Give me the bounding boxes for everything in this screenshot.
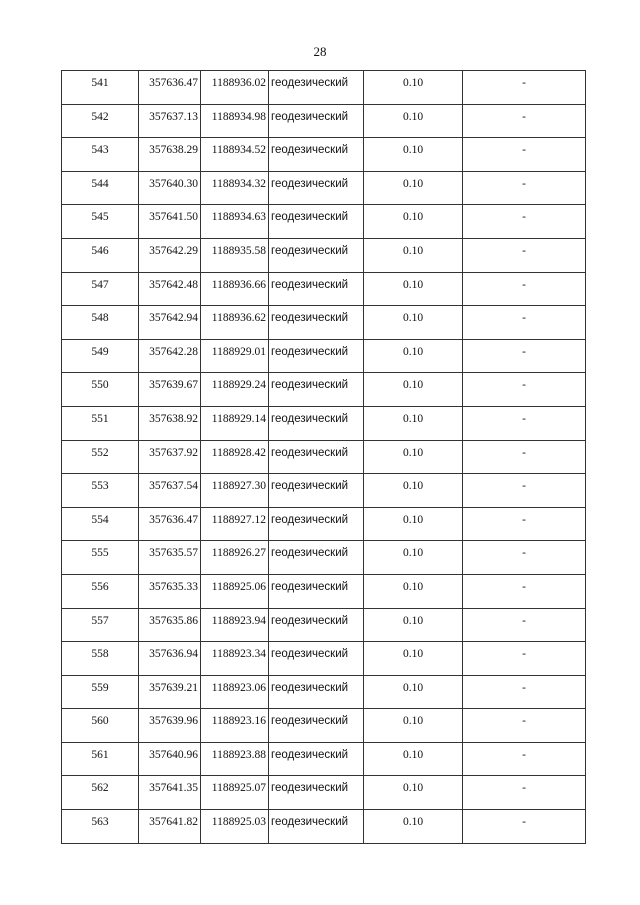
method-cell: геодезический <box>269 71 364 105</box>
note-cell: - <box>463 440 586 474</box>
precision-cell: 0.10 <box>364 339 463 373</box>
note-cell: - <box>463 104 586 138</box>
precision-cell: 0.10 <box>364 709 463 743</box>
table-row <box>62 71 586 105</box>
method-cell: геодезический <box>269 574 364 608</box>
method-cell: геодезический <box>269 642 364 676</box>
point-number-cell: 555 <box>62 541 139 575</box>
point-number-cell: 561 <box>62 742 139 776</box>
method-cell: геодезический <box>269 776 364 810</box>
note-cell: - <box>463 541 586 575</box>
note-cell: - <box>463 272 586 306</box>
point-number-cell: 545 <box>62 205 139 239</box>
method-cell: геодезический <box>269 507 364 541</box>
table-row <box>62 776 586 810</box>
y-coordinate-cell: 1188929.14 <box>201 406 269 440</box>
method-cell: геодезический <box>269 138 364 172</box>
method-cell: геодезический <box>269 373 364 407</box>
point-number-cell: 549 <box>62 339 139 373</box>
point-number-cell: 558 <box>62 642 139 676</box>
point-number-cell: 559 <box>62 675 139 709</box>
y-coordinate-cell: 1188925.07 <box>201 776 269 810</box>
x-coordinate-cell: 357639.96 <box>139 709 201 743</box>
method-cell: геодезический <box>269 272 364 306</box>
precision-cell: 0.10 <box>364 642 463 676</box>
y-coordinate-cell: 1188927.12 <box>201 507 269 541</box>
y-coordinate-cell: 1188929.24 <box>201 373 269 407</box>
point-number-cell: 554 <box>62 507 139 541</box>
note-cell: - <box>463 810 586 844</box>
precision-cell: 0.10 <box>364 742 463 776</box>
precision-cell: 0.10 <box>364 138 463 172</box>
x-coordinate-cell: 357635.57 <box>139 541 201 575</box>
method-cell: геодезический <box>269 171 364 205</box>
method-cell: геодезический <box>269 339 364 373</box>
table-row <box>62 104 586 138</box>
method-cell: геодезический <box>269 306 364 340</box>
precision-cell: 0.10 <box>364 406 463 440</box>
note-cell: - <box>463 373 586 407</box>
y-coordinate-cell: 1188934.52 <box>201 138 269 172</box>
table-row <box>62 339 586 373</box>
table-row <box>62 171 586 205</box>
x-coordinate-cell: 357638.29 <box>139 138 201 172</box>
note-cell: - <box>463 138 586 172</box>
table-row <box>62 608 586 642</box>
x-coordinate-cell: 357636.94 <box>139 642 201 676</box>
table-row <box>62 709 586 743</box>
note-cell: - <box>463 339 586 373</box>
point-number-cell: 547 <box>62 272 139 306</box>
point-number-cell: 546 <box>62 238 139 272</box>
method-cell: геодезический <box>269 406 364 440</box>
method-cell: геодезический <box>269 742 364 776</box>
point-number-cell: 563 <box>62 810 139 844</box>
x-coordinate-cell: 357642.28 <box>139 339 201 373</box>
precision-cell: 0.10 <box>364 71 463 105</box>
point-number-cell: 556 <box>62 574 139 608</box>
precision-cell: 0.10 <box>364 440 463 474</box>
x-coordinate-cell: 357635.33 <box>139 574 201 608</box>
y-coordinate-cell: 1188934.63 <box>201 205 269 239</box>
method-cell: геодезический <box>269 474 364 508</box>
precision-cell: 0.10 <box>364 104 463 138</box>
x-coordinate-cell: 357637.54 <box>139 474 201 508</box>
precision-cell: 0.10 <box>364 810 463 844</box>
x-coordinate-cell: 357639.67 <box>139 373 201 407</box>
y-coordinate-cell: 1188925.03 <box>201 810 269 844</box>
x-coordinate-cell: 357636.47 <box>139 507 201 541</box>
x-coordinate-cell: 357639.21 <box>139 675 201 709</box>
x-coordinate-cell: 357641.82 <box>139 810 201 844</box>
y-coordinate-cell: 1188927.30 <box>201 474 269 508</box>
y-coordinate-cell: 1188923.88 <box>201 742 269 776</box>
method-cell: геодезический <box>269 709 364 743</box>
note-cell: - <box>463 406 586 440</box>
point-number-cell: 551 <box>62 406 139 440</box>
precision-cell: 0.10 <box>364 373 463 407</box>
table-row <box>62 507 586 541</box>
precision-cell: 0.10 <box>364 474 463 508</box>
x-coordinate-cell: 357636.47 <box>139 71 201 105</box>
point-number-cell: 541 <box>62 71 139 105</box>
method-cell: геодезический <box>269 238 364 272</box>
table-row <box>62 675 586 709</box>
x-coordinate-cell: 357637.13 <box>139 104 201 138</box>
precision-cell: 0.10 <box>364 675 463 709</box>
y-coordinate-cell: 1188936.62 <box>201 306 269 340</box>
method-cell: геодезический <box>269 104 364 138</box>
method-cell: геодезический <box>269 205 364 239</box>
note-cell: - <box>463 574 586 608</box>
y-coordinate-cell: 1188923.94 <box>201 608 269 642</box>
note-cell: - <box>463 642 586 676</box>
note-cell: - <box>463 238 586 272</box>
table-row <box>62 138 586 172</box>
precision-cell: 0.10 <box>364 608 463 642</box>
note-cell: - <box>463 205 586 239</box>
table-row <box>62 474 586 508</box>
table-body <box>62 71 586 844</box>
x-coordinate-cell: 357640.30 <box>139 171 201 205</box>
table-row <box>62 238 586 272</box>
note-cell: - <box>463 171 586 205</box>
x-coordinate-cell: 357640.96 <box>139 742 201 776</box>
precision-cell: 0.10 <box>364 574 463 608</box>
table-row <box>62 272 586 306</box>
y-coordinate-cell: 1188923.16 <box>201 709 269 743</box>
precision-cell: 0.10 <box>364 238 463 272</box>
y-coordinate-cell: 1188928.42 <box>201 440 269 474</box>
table-row <box>62 306 586 340</box>
point-number-cell: 550 <box>62 373 139 407</box>
table-row <box>62 205 586 239</box>
precision-cell: 0.10 <box>364 272 463 306</box>
precision-cell: 0.10 <box>364 306 463 340</box>
y-coordinate-cell: 1188934.98 <box>201 104 269 138</box>
point-number-cell: 543 <box>62 138 139 172</box>
precision-cell: 0.10 <box>364 205 463 239</box>
table-row <box>62 373 586 407</box>
method-cell: геодезический <box>269 675 364 709</box>
table-row <box>62 642 586 676</box>
x-coordinate-cell: 357642.29 <box>139 238 201 272</box>
y-coordinate-cell: 1188936.66 <box>201 272 269 306</box>
x-coordinate-cell: 357635.86 <box>139 608 201 642</box>
y-coordinate-cell: 1188936.02 <box>201 71 269 105</box>
precision-cell: 0.10 <box>364 776 463 810</box>
y-coordinate-cell: 1188935.58 <box>201 238 269 272</box>
note-cell: - <box>463 507 586 541</box>
note-cell: - <box>463 675 586 709</box>
method-cell: геодезический <box>269 810 364 844</box>
note-cell: - <box>463 474 586 508</box>
table-row <box>62 406 586 440</box>
x-coordinate-cell: 357642.48 <box>139 272 201 306</box>
coordinates-table <box>61 70 586 844</box>
point-number-cell: 548 <box>62 306 139 340</box>
y-coordinate-cell: 1188923.06 <box>201 675 269 709</box>
note-cell: - <box>463 306 586 340</box>
method-cell: геодезический <box>269 440 364 474</box>
note-cell: - <box>463 71 586 105</box>
table-row <box>62 440 586 474</box>
point-number-cell: 542 <box>62 104 139 138</box>
y-coordinate-cell: 1188934.32 <box>201 171 269 205</box>
table-row <box>62 742 586 776</box>
point-number-cell: 552 <box>62 440 139 474</box>
method-cell: геодезический <box>269 541 364 575</box>
table-row <box>62 574 586 608</box>
precision-cell: 0.10 <box>364 507 463 541</box>
y-coordinate-cell: 1188929.01 <box>201 339 269 373</box>
table-row <box>62 541 586 575</box>
precision-cell: 0.10 <box>364 171 463 205</box>
point-number-cell: 544 <box>62 171 139 205</box>
point-number-cell: 560 <box>62 709 139 743</box>
y-coordinate-cell: 1188923.34 <box>201 642 269 676</box>
table-row <box>62 810 586 844</box>
point-number-cell: 562 <box>62 776 139 810</box>
page-number: 28 <box>313 44 327 59</box>
x-coordinate-cell: 357638.92 <box>139 406 201 440</box>
note-cell: - <box>463 776 586 810</box>
method-cell: геодезический <box>269 608 364 642</box>
note-cell: - <box>463 742 586 776</box>
point-number-cell: 553 <box>62 474 139 508</box>
precision-cell: 0.10 <box>364 541 463 575</box>
x-coordinate-cell: 357642.94 <box>139 306 201 340</box>
x-coordinate-cell: 357641.35 <box>139 776 201 810</box>
note-cell: - <box>463 709 586 743</box>
x-coordinate-cell: 357637.92 <box>139 440 201 474</box>
y-coordinate-cell: 1188926.27 <box>201 541 269 575</box>
note-cell: - <box>463 608 586 642</box>
y-coordinate-cell: 1188925.06 <box>201 574 269 608</box>
point-number-cell: 557 <box>62 608 139 642</box>
x-coordinate-cell: 357641.50 <box>139 205 201 239</box>
